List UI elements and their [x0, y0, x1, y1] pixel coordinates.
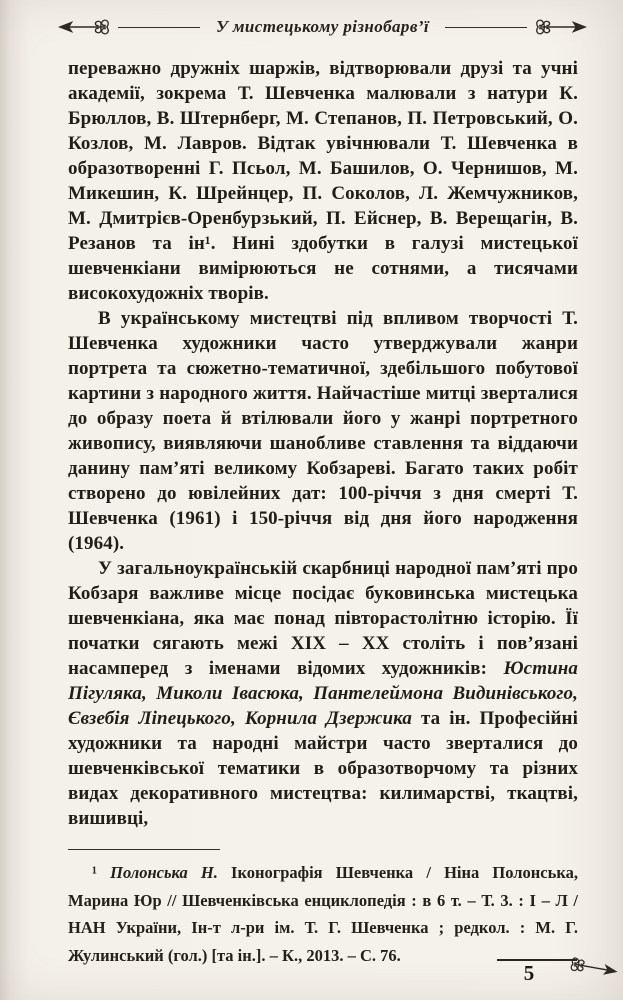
paragraph-text: та ін. Професійні художники та народні майстри часто зверталися до шевченківської тематики в образотворчому та різних видах декоративного мистецтва: килимарстві, ткацтві, вишивці,	[68, 708, 578, 829]
paragraph-text: У загальноукраїнській скарбниці народної пам’яті про Кобзаря важливе місце посідає буковинська мистецька шевченкіана, яка має понад півторастолітню історію. Її початки сягають межі XIX – XX століть і пов’язані насамперед з іменами відомих художників:	[68, 558, 578, 679]
paragraph-ukrainian-art: В українському мистецтві під впливом творчості Т. Шевченка художники часто утверджували жанри портрета та сюжетно-тематичної, здебільшого побутової картини з народного життя. Найчастіше митці зверталися до образу поета й втілювали його у жанрі портретного живопису, виявляючи шанобливе ставлення та віддаючи данину пам’яті великому Кобзареві. Багато таких робіт створено до ювілейних дат: 100-річчя з дня смерті Т. Шевченка (1961) і 150-річчя від дня його народження (1964).	[68, 308, 578, 554]
page-number: 5	[523, 961, 535, 985]
feathered-arrow-right-icon	[533, 16, 587, 38]
footnote-marker: ¹	[92, 863, 111, 882]
footnote	[68, 859, 578, 969]
artist-names-emphasis: Юстина Пігуляка, Миколи Івасюка, Пантелеймона Видинівського, Євзебія Ліпецького, Корнила Дзержика	[68, 658, 578, 729]
footnote-text: Іконографія Шевченка / Ніна Полонська, Марина Юр // Шевченківська енциклопедія : в 6 т. – Т. 3. : І – Л / НАН України, Ін-т л-ри ім. Т. Г. Шевченка ; редкол. : М. Г. Жулинський (гол.) [та ін.]. – К., 2013. – С. 76.	[68, 863, 578, 965]
chapter-title: У мистецькому різнобарв’ї	[216, 17, 430, 36]
feathered-arrow-left-icon	[58, 16, 112, 38]
header-rule-right	[445, 27, 527, 28]
paragraph-bukovyna-shevchenkiana	[68, 556, 578, 831]
chapter-header	[58, 13, 587, 41]
header-rule-left	[118, 27, 200, 28]
feathered-arrow-right-icon	[567, 953, 620, 982]
footnote-author: Полонська Н.	[110, 863, 218, 882]
footnote-separator	[68, 849, 220, 850]
paragraph-artists-list: переважно дружніх шаржів, відтворювали друзі та учні академії, зокрема Т. Шевченка малювали з натури К. Брюллов, В. Штернберг, М. Степанов, П. Петровський, О. Козлов, М. Лавров. Відтак увічнювали Т. Шевченка в образотворенні Г. Псьол, М. Башилов, О. Чернишов, М. Микешин, К. Шрейнцер, П. Соколов, Л. Жемчужников, М. Дмитрієв-Оренбурзький, П. Ейснер, В. Верещагін, В. Резанов та ін¹. Нині здобутки в галузі мистецької шевченкіани вимірюються не сотнями, а тисячами високохудожніх творів.	[68, 58, 578, 304]
page-text	[68, 56, 578, 831]
